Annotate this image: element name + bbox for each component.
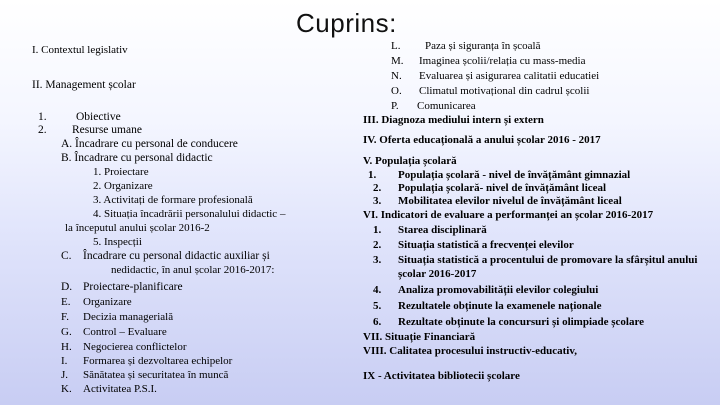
toc-v-item-3 xyxy=(373,195,622,207)
toc-vi-item-4 xyxy=(373,284,598,296)
toc-letter: H. xyxy=(61,341,72,353)
toc-item-number: 1. xyxy=(373,224,382,236)
toc-letter-text: Paza și siguranța în școală xyxy=(425,40,541,52)
toc-item-text: Situația statistică a frecvenței elevilor xyxy=(398,239,574,251)
toc-letter-text: Comunicarea xyxy=(417,100,476,112)
toc-subitem-a: A. Încadrare cu personal de conducere xyxy=(61,138,238,150)
toc-subitem-p xyxy=(391,100,476,112)
toc-letter: D. xyxy=(61,281,73,293)
toc-letter-text: Formarea și dezvoltarea echipelor xyxy=(83,355,233,367)
toc-letter: F. xyxy=(61,311,69,323)
toc-item-number: 1. xyxy=(368,169,377,181)
toc-item-number: 2. xyxy=(373,182,382,194)
toc-subitem-k xyxy=(61,383,157,395)
toc-item-1 xyxy=(38,111,121,123)
toc-item-number: 3. xyxy=(373,195,382,207)
toc-letter-text: Proiectare-planificare xyxy=(83,281,183,293)
toc-item-number: 2. xyxy=(38,124,47,136)
toc-subitem-i xyxy=(61,355,232,367)
toc-item-number: 6. xyxy=(373,316,382,328)
toc-letter: G. xyxy=(61,326,72,338)
toc-item-2 xyxy=(38,124,142,136)
toc-subitem-e xyxy=(61,296,132,308)
toc-item-text: Analiza promovabilității elevilor colegiului xyxy=(398,284,599,296)
toc-letter: K. xyxy=(61,383,72,395)
toc-letter: P. xyxy=(391,100,399,112)
toc-letter: L. xyxy=(391,40,401,52)
toc-item-text: Populația școlară - nivel de învățământ gimnazial xyxy=(398,169,631,181)
toc-letter: C. xyxy=(61,250,72,262)
toc-v-item-2 xyxy=(373,182,606,194)
toc-vi-item-1 xyxy=(373,224,487,236)
toc-letter-text: Climatul motivațional din cadrul școlii xyxy=(419,85,590,97)
toc-item-number: 4. xyxy=(373,284,382,296)
toc-subitem-c xyxy=(61,250,270,262)
toc-subitem-m xyxy=(391,55,585,67)
toc-subitem-j xyxy=(61,369,228,381)
toc-section-7: VII. Situație Financiară xyxy=(363,331,476,343)
toc-letter: J. xyxy=(61,369,69,381)
toc-vi-item-2 xyxy=(373,239,574,251)
toc-vi-item-5 xyxy=(373,300,601,312)
toc-b-sub-1: 1. Proiectare xyxy=(93,166,149,178)
toc-letter-text: Activitatea P.S.I. xyxy=(83,383,157,395)
toc-vi-item-6 xyxy=(373,316,644,328)
toc-letter-text: Sănătatea și securitatea în muncă xyxy=(83,369,229,381)
toc-letter-text: Decizia managerială xyxy=(83,311,174,323)
toc-subitem-b: B. Încadrare cu personal didactic xyxy=(61,152,213,164)
toc-item-text: Mobilitatea elevilor nivelul de învățământ liceal xyxy=(398,195,622,207)
toc-letter-text: Evaluarea și asigurarea calitatii educatiei xyxy=(419,70,600,82)
toc-v-item-1 xyxy=(368,169,630,181)
toc-item-number: 5. xyxy=(373,300,382,312)
toc-item-text: Situația statistică a procentului de promovare la sfârșitul anului xyxy=(398,254,698,266)
toc-section-4: IV. Oferta educațională a anului școlar 2016 - 2017 xyxy=(363,134,601,146)
toc-letter-text: Negocierea conflictelor xyxy=(83,341,187,353)
toc-letter-text: Control – Evaluare xyxy=(83,326,167,338)
toc-subitem-d xyxy=(61,281,183,293)
toc-item-text: Obiective xyxy=(76,111,121,123)
toc-letter: I. xyxy=(61,355,68,367)
toc-item-text: Starea disciplinară xyxy=(398,224,487,236)
toc-item-number: 3. xyxy=(373,254,382,266)
toc-item-text: Resurse umane xyxy=(72,124,142,136)
toc-subitem-o xyxy=(391,85,589,97)
toc-item-number: 1. xyxy=(38,111,47,123)
toc-item-text: Rezultate obținute la concursuri și olimpiade școlare xyxy=(398,316,645,328)
toc-letter: O. xyxy=(391,85,402,97)
page-title: Cuprins: xyxy=(296,8,397,38)
toc-subitem-h xyxy=(61,341,187,353)
toc-subitem-f xyxy=(61,311,173,323)
toc-item-text: Populația școlară- nivel de învățământ liceal xyxy=(398,182,607,194)
toc-section-3: III. Diagnoza mediului intern și extern xyxy=(363,114,544,126)
toc-letter-text: Imaginea școlii/relația cu mass-media xyxy=(419,55,586,67)
toc-section-5: V. Populația școlară xyxy=(363,155,457,167)
toc-letter-text: Organizare xyxy=(83,296,132,308)
toc-letter: N. xyxy=(391,70,402,82)
toc-b-sub-4-cont: la începutul anului școlar 2016-2 xyxy=(65,222,210,234)
toc-vi-item-3-cont: școlar 2016-2017 xyxy=(398,268,477,280)
toc-b-sub-3: 3. Activitați de formare profesională xyxy=(93,194,253,206)
toc-subitem-c-cont: nedidactic, în anul școlar 2016-2017: xyxy=(111,264,275,276)
toc-section-6: VI. Indicatori de evaluare a performanței an școlar 2016-2017 xyxy=(363,209,654,221)
toc-subitem-l xyxy=(391,40,540,52)
toc-b-sub-4: 4. Situația încadrării personalului didactic – xyxy=(93,208,286,220)
toc-letter: M. xyxy=(391,55,404,67)
toc-letter-text: Încadrare cu personal didactic auxiliar și xyxy=(83,250,270,262)
toc-section-2: II. Management școlar xyxy=(32,79,136,91)
toc-vi-item-3 xyxy=(373,254,697,266)
toc-subitem-g xyxy=(61,326,167,338)
toc-section-9: IX - Activitatea bibliotecii școlare xyxy=(363,370,520,382)
toc-section-8: VIII. Calitatea procesului instructiv-educativ, xyxy=(363,345,577,357)
toc-subitem-n xyxy=(391,70,599,82)
toc-b-sub-2: 2. Organizare xyxy=(93,180,153,192)
toc-item-text: Rezultatele obținute la examenele naționale xyxy=(398,300,602,312)
toc-b-sub-5: 5. Inspecții xyxy=(93,236,142,248)
toc-section-1: I. Contextul legislativ xyxy=(32,44,128,56)
toc-letter: E. xyxy=(61,296,71,308)
toc-item-number: 2. xyxy=(373,239,382,251)
